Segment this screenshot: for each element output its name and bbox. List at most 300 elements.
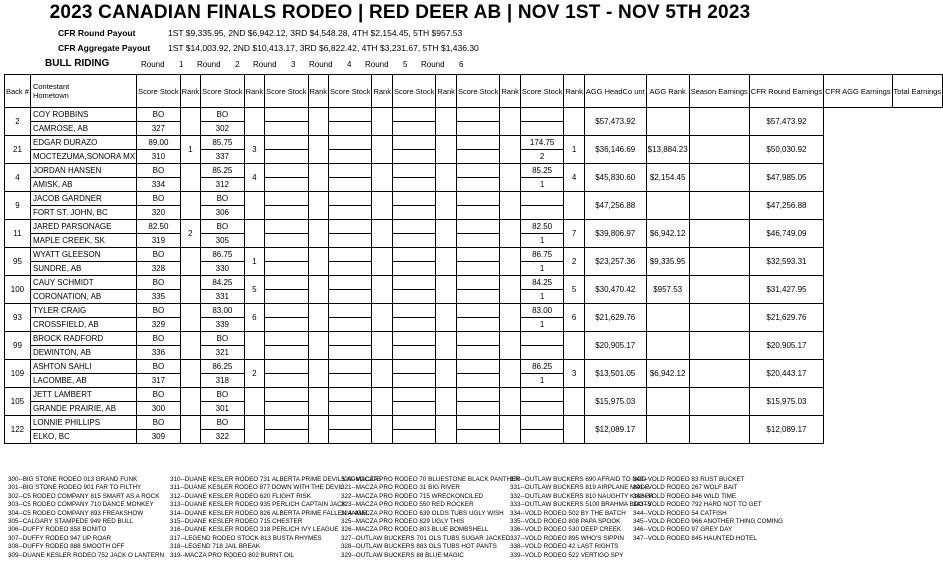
round2-score: 85.75 (201, 136, 244, 150)
contestant-hometown: LACOMBE, AB (30, 374, 136, 388)
header-score-stock (520, 75, 563, 108)
stock-legend-item: 336--VOLD RODEO 530 DEEP CREEK (510, 526, 622, 534)
header-rank-text: Rank (309, 86, 328, 96)
round5-score (392, 388, 435, 402)
contestant-hometown: SUNDRE, AB (30, 262, 136, 276)
round5-rank (436, 136, 457, 164)
header-score-stock-text: Score Stock (330, 86, 371, 96)
round4-score (329, 164, 372, 178)
agg-headcount: 1 (520, 178, 563, 192)
stock-legend-item: 320--MACZA PRO RODEO 70 BLUESTONE BLACK PANTHER (341, 476, 520, 483)
back-number: 93 (5, 304, 31, 332)
round5-stock (392, 150, 435, 164)
round4-stock (329, 346, 372, 360)
header-score-stock-text: Score Stock (521, 86, 563, 96)
stock-legend-item: 333--OUTLAW BUCKERS 5100 BRAHMA BOOTS (510, 501, 652, 509)
round2-score: BO (201, 220, 244, 234)
stock-legend-item: 328--OUTLAW BUCKERS 883 OLS TUBS HOT PANTS (341, 543, 497, 551)
stock-legend-column (510, 476, 653, 560)
round2-rank (244, 332, 265, 360)
cfr-agg-earnings (689, 388, 749, 416)
stock-legend-item: 311--DUANE KESLER RODEO 877 DOWN WITH THE DEVIL (170, 484, 344, 492)
round2-rank: 6 (244, 304, 265, 332)
round1-score: BO (137, 304, 180, 318)
round1-score: 82.50 (137, 220, 180, 234)
total-earnings: $15,975.03 (749, 388, 823, 416)
round2-stock: 312 (201, 178, 244, 192)
total-earnings: $50,030.92 (749, 136, 823, 164)
contestant-name: WYATT GLEESON (30, 248, 136, 262)
agg-headcount: 1 (520, 234, 563, 248)
agg-headcount (520, 122, 563, 136)
cfr-agg-earnings (689, 332, 749, 360)
cfr-round-earnings (646, 304, 689, 332)
table-row (5, 360, 943, 374)
round3-score (265, 108, 308, 122)
total-earnings: $20,443.17 (749, 360, 823, 388)
stock-legend-item: 300--BIG STONE RODEO 013 GRAND FUNK (8, 476, 138, 483)
round6-stock (456, 402, 499, 416)
total-earnings: $46,749.09 (749, 220, 823, 248)
header-score-stock (265, 75, 308, 108)
page-title: 2023 CANADIAN FINALS RODEO | RED DEER AB | NOV 1ST - NOV 5TH 2023 (49, 2, 751, 23)
round3-score (265, 304, 308, 318)
round3-score (265, 360, 308, 374)
round6-score (456, 248, 499, 262)
round5-stock (392, 262, 435, 276)
round5-score (392, 220, 435, 234)
round2-score: 83.00 (201, 304, 244, 318)
round1-rank (180, 332, 201, 360)
stock-legend-item: 327--OUTLAW BUCKERS 701 OLS TUBS SUGAR JACKED (341, 534, 511, 542)
season-earnings: $15,975.03 (584, 388, 646, 416)
contestant-name: ASHTON SAHLI (30, 360, 136, 374)
round1-score: BO (137, 164, 180, 178)
round2-score: 86.25 (201, 360, 244, 374)
header-score-stock-text: Score Stock (393, 86, 435, 96)
stock-legend-item: 302--C5 RODEO COMPANY 815 SMART AS A ROCK (8, 492, 160, 500)
round3-rank (308, 304, 329, 332)
round2-score: BO (201, 388, 244, 402)
contestant-name: BROCK RADFORD (30, 332, 136, 346)
stock-legend-item: 345--VOLD RODEO 966 ANOTHER THING COMING (633, 518, 783, 526)
agg-rank: 6 (564, 304, 585, 332)
season-earnings: $23,257.36 (584, 248, 646, 276)
round1-score: 89.00 (137, 136, 180, 150)
round2-rank: 5 (244, 276, 265, 304)
header-cfr-round-earnings (749, 75, 823, 108)
stock-legend-item: 346--VOLD RODEO 97 GREY DAY (633, 526, 733, 534)
round6-rank (500, 108, 521, 136)
stock-legend-item: 321--MACZA PRO RODEO 31 BIG RIVER (341, 484, 460, 492)
total-earnings: $57,473.92 (749, 108, 823, 136)
table-row (5, 220, 943, 234)
round1-rank (180, 416, 201, 444)
stock-legend-item: 317--LEGEND RODEO STOCK 813 BUSTA RHYMES (170, 534, 322, 542)
header-rank-text: Rank (501, 86, 519, 96)
header-back (5, 75, 31, 108)
agg-headcount (520, 402, 563, 416)
contestant-name: JARED PARSONAGE (30, 220, 136, 234)
round3-stock (265, 430, 308, 444)
round5-rank (436, 108, 457, 136)
total-earnings: $12,089.17 (749, 416, 823, 444)
round2-rank (244, 416, 265, 444)
round1-rank (180, 164, 201, 192)
agg-score: 86.25 (520, 360, 563, 374)
round6-stock (456, 206, 499, 220)
agg-rank (564, 416, 585, 444)
round2-score: BO (201, 416, 244, 430)
cfr-round-earnings: $13,884.23 (646, 136, 689, 164)
round3-score (265, 248, 308, 262)
round3-stock (265, 346, 308, 360)
round6-rank (500, 248, 521, 276)
header-contestant-text: Hometown (32, 91, 69, 100)
round3-rank (308, 360, 329, 388)
round-header-number: 4 (347, 60, 352, 69)
table-row (5, 248, 943, 262)
round4-rank (372, 388, 393, 416)
round2-rank (244, 108, 265, 136)
back-number: 95 (5, 248, 31, 276)
header-rank-text: Rank (181, 86, 200, 96)
round5-rank (436, 192, 457, 220)
round3-stock (265, 150, 308, 164)
round4-rank (372, 248, 393, 276)
round1-rank (180, 192, 201, 220)
round5-stock (392, 402, 435, 416)
round2-score: 84.25 (201, 276, 244, 290)
agg-score: 84.25 (520, 276, 563, 290)
round5-rank (436, 360, 457, 388)
header-cfr-agg-earnings-text: CFR AGG Earnings (825, 86, 891, 96)
round6-score (456, 108, 499, 122)
round6-rank (500, 220, 521, 248)
back-number: 105 (5, 388, 31, 416)
round-header-label: Round (141, 60, 165, 69)
agg-rank: 4 (564, 164, 585, 192)
cfr-round-earnings (646, 388, 689, 416)
contestant-name: TYLER CRAIG (30, 304, 136, 318)
round1-stock: 319 (137, 234, 180, 248)
agg-headcount (520, 430, 563, 444)
header-score-stock-text: Score Stock (202, 86, 243, 96)
round6-stock (456, 430, 499, 444)
round3-stock (265, 374, 308, 388)
header-contestant-text: Contestant (32, 82, 70, 91)
cfr-agg-earnings (689, 304, 749, 332)
back-number: 100 (5, 276, 31, 304)
round2-rank (244, 388, 265, 416)
header-cfr-round-earnings-text: CFR Round Earnings (750, 86, 823, 96)
agg-headcount (520, 346, 563, 360)
table-row (5, 416, 943, 430)
stock-legend-item: 318--LEGEND 718 JAIL BREAK (170, 543, 261, 551)
round4-score (329, 388, 372, 402)
round3-score (265, 192, 308, 206)
round1-stock: 309 (137, 430, 180, 444)
round3-score (265, 164, 308, 178)
round2-rank (244, 192, 265, 220)
header-rank-text: Rank (437, 86, 455, 96)
agg-rank: 2 (564, 248, 585, 276)
contestant-name: JETT LAMBERT (30, 388, 136, 402)
header-rank (436, 75, 457, 108)
round5-rank (436, 332, 457, 360)
season-earnings: $47,256.88 (584, 192, 646, 220)
round2-score: BO (201, 192, 244, 206)
stock-legend-item: 322--MACZA PRO RODEO 715 WRECKONCILED (341, 492, 484, 500)
agg-rank (564, 332, 585, 360)
round5-stock (392, 346, 435, 360)
agg-score (520, 332, 563, 346)
round1-score: BO (137, 248, 180, 262)
round6-rank (500, 388, 521, 416)
stock-legend-item: 325--MACZA PRO RODEO 829 UGLY THIS (341, 518, 465, 526)
table-row (5, 108, 943, 122)
round2-stock: 337 (201, 150, 244, 164)
round6-rank (500, 332, 521, 360)
round-payout-value: 1ST $9,335.95, 2ND $6,942.12, 3RD $4,548.28, 4TH $2,154.45, 5TH $957.53 (168, 28, 463, 38)
agg-headcount: 1 (520, 262, 563, 276)
season-earnings: $21,629.76 (584, 304, 646, 332)
stock-legend-item: 326--MACZA PRO RODEO 803 BLUE BOMBSHELL (341, 526, 489, 534)
round1-stock: 310 (137, 150, 180, 164)
round4-rank (372, 192, 393, 220)
round2-rank: 1 (244, 248, 265, 276)
round3-rank (308, 220, 329, 248)
agg-score (520, 388, 563, 402)
round3-score (265, 332, 308, 346)
round5-score (392, 164, 435, 178)
round6-stock (456, 122, 499, 136)
header-rank-text: Rank (373, 86, 391, 96)
round1-rank (180, 108, 201, 136)
round5-score (392, 108, 435, 122)
round3-stock (265, 234, 308, 248)
stock-legend-item: 312--DUANE KESLER RODEO 620 FLIGHT RISK (170, 492, 311, 500)
round4-score (329, 220, 372, 234)
contestant-hometown: CROSSFIELD, AB (30, 318, 136, 332)
cfr-agg-earnings (689, 108, 749, 136)
stock-legend-item: 331--OUTLAW BUCKERS 819 AIRPLANE MODE (510, 484, 650, 492)
round3-rank (308, 388, 329, 416)
agg-rank: 1 (564, 136, 585, 164)
cfr-round-earnings (646, 192, 689, 220)
round4-stock (329, 150, 372, 164)
stock-legend-item: 334--VOLD RODEO 502 BY THE BATCH (510, 509, 626, 517)
round-header-label: Round (197, 60, 221, 69)
round4-score (329, 248, 372, 262)
header-rank (500, 75, 521, 108)
back-number: 109 (5, 360, 31, 388)
stock-legend-item: 323--MACZA PRO RODEO 550 RED ROCKER (341, 501, 474, 509)
round4-score (329, 304, 372, 318)
round3-rank (308, 192, 329, 220)
round6-stock (456, 234, 499, 248)
contestant-name: CAUY SCHMIDT (30, 276, 136, 290)
stock-legend-item: 315--DUANE KESLER RODEO 715 CHESTER (170, 518, 303, 526)
round3-rank (308, 164, 329, 192)
contestant-hometown: FORT ST. JOHN, BC (30, 206, 136, 220)
stock-legend-item: 304--C5 RODEO COMPANY 893 FREAKSHOW (8, 509, 144, 517)
round6-score (456, 164, 499, 178)
round4-score (329, 136, 372, 150)
round1-stock: 335 (137, 290, 180, 304)
stock-legend-item: 319--MACZA PRO RODEO 802 BURNT OIL (170, 551, 295, 559)
stock-legend-item: 340--VOLD RODEO 83 RUST BUCKET (633, 476, 745, 483)
header-score-stock (201, 75, 244, 108)
round5-score (392, 416, 435, 430)
table-row (5, 332, 943, 346)
round4-rank (372, 108, 393, 136)
back-number: 11 (5, 220, 31, 248)
round4-stock (329, 262, 372, 276)
round4-stock (329, 374, 372, 388)
round6-stock (456, 262, 499, 276)
round-header-number: 3 (291, 60, 296, 69)
round6-stock (456, 346, 499, 360)
header-score-stock (456, 75, 499, 108)
stock-legend-item: 329--OUTLAW BUCKERS 88 BLUE MAGIC (341, 551, 464, 559)
cfr-agg-earnings (689, 276, 749, 304)
round5-score (392, 248, 435, 262)
contestant-name: JACOB GARDNER (30, 192, 136, 206)
total-earnings: $31,427.95 (749, 276, 823, 304)
round4-stock (329, 206, 372, 220)
agg-score: 174.75 (520, 136, 563, 150)
round1-score: BO (137, 192, 180, 206)
cfr-round-earnings (646, 332, 689, 360)
round2-stock: 330 (201, 262, 244, 276)
stock-legend-item: 303--C5 RODEO COMPANY 710 DANCE MONKEY (8, 501, 154, 509)
round4-stock (329, 430, 372, 444)
total-earnings: $21,629.76 (749, 304, 823, 332)
round6-rank (500, 304, 521, 332)
table-row (5, 136, 943, 150)
cfr-agg-earnings (689, 192, 749, 220)
round3-stock (265, 290, 308, 304)
season-earnings: $12,089.17 (584, 416, 646, 444)
table-row (5, 276, 943, 290)
total-earnings: $47,985.05 (749, 164, 823, 192)
round3-rank (308, 248, 329, 276)
cfr-agg-earnings (689, 248, 749, 276)
round1-stock: 329 (137, 318, 180, 332)
round2-score: 86.75 (201, 248, 244, 262)
stock-legend-column (633, 476, 783, 543)
round4-rank (372, 220, 393, 248)
season-earnings: $39,806.97 (584, 220, 646, 248)
table-row (5, 304, 943, 318)
round2-stock: 301 (201, 402, 244, 416)
round6-rank (500, 136, 521, 164)
round-header-label: Round (365, 60, 389, 69)
round-header-number: 5 (403, 60, 408, 69)
round2-rank: 3 (244, 136, 265, 164)
round3-stock (265, 262, 308, 276)
stock-legend-item: 301--BIG STONE RODEO 901 FAR TO FILTHY (8, 484, 142, 492)
back-number: 9 (5, 192, 31, 220)
round6-rank (500, 192, 521, 220)
round4-rank (372, 332, 393, 360)
table-row (5, 192, 943, 206)
round2-rank: 4 (244, 164, 265, 192)
round6-stock (456, 318, 499, 332)
cfr-round-earnings: $9,335.95 (646, 248, 689, 276)
round6-stock (456, 374, 499, 388)
round1-stock: 317 (137, 374, 180, 388)
contestant-hometown: CAMROSE, AB (30, 122, 136, 136)
back-number: 122 (5, 416, 31, 444)
round6-score (456, 220, 499, 234)
header-score-stock-text: Score Stock (266, 86, 307, 96)
round3-rank (308, 108, 329, 136)
round4-rank (372, 136, 393, 164)
round1-stock: 300 (137, 402, 180, 416)
round4-stock (329, 402, 372, 416)
round2-stock: 318 (201, 374, 244, 388)
round5-score (392, 136, 435, 150)
round1-score: BO (137, 332, 180, 346)
stock-legend-column (8, 476, 164, 560)
cfr-round-earnings: $6,942.12 (646, 360, 689, 388)
round6-rank (500, 360, 521, 388)
stock-legend-item: 309--DUANE KESLER RODEO 752 JACK O LANTERN (8, 551, 165, 559)
season-earnings: $30,470.42 (584, 276, 646, 304)
contestant-name: EDGAR DURAZO (30, 136, 136, 150)
header-back-text: Back # (6, 86, 29, 96)
season-earnings: $45,830.60 (584, 164, 646, 192)
total-earnings: $32,593.31 (749, 248, 823, 276)
agg-score (520, 416, 563, 430)
round1-rank (180, 248, 201, 276)
contestant-hometown: MOCTEZUMA,SONORA MX (30, 150, 136, 164)
round2-stock: 302 (201, 122, 244, 136)
round4-score (329, 276, 372, 290)
back-number: 99 (5, 332, 31, 360)
round4-score (329, 360, 372, 374)
round5-stock (392, 290, 435, 304)
cfr-agg-earnings (689, 164, 749, 192)
stock-legend-item: 316--DUANE KESLER RODEO 318 PERLICH IVY LEAGUE (170, 526, 339, 534)
agg-rank: 5 (564, 276, 585, 304)
round-payout-label: CFR Round Payout (58, 28, 136, 38)
header-score-stock (392, 75, 435, 108)
header-rank (180, 75, 201, 108)
header-agg-headcount-text: AGG HeadCo unt (585, 86, 645, 96)
stock-legend-item: 306--DUFFY RODEO 858 BONITO (8, 526, 107, 534)
round-header-number: 1 (179, 60, 184, 69)
total-earnings: $20,905.17 (749, 332, 823, 360)
stock-legend-item: 337--VOLD RODEO 895 WHO'S SIPPIN (510, 534, 624, 542)
round6-score (456, 332, 499, 346)
round5-rank (436, 388, 457, 416)
cfr-agg-earnings (689, 220, 749, 248)
round4-score (329, 108, 372, 122)
round5-stock (392, 206, 435, 220)
stock-legend-item: 305--CALGARY STAMPEDE 949 RED BULL (8, 518, 134, 526)
back-number: 21 (5, 136, 31, 164)
header-rank (308, 75, 329, 108)
round5-score (392, 192, 435, 206)
round4-rank (372, 360, 393, 388)
agg-score (520, 192, 563, 206)
agg-headcount: 2 (520, 150, 563, 164)
stock-legend-item: 342--VOLD RODEO 846 WILD TIME (633, 492, 737, 500)
agg-headcount: 1 (520, 374, 563, 388)
